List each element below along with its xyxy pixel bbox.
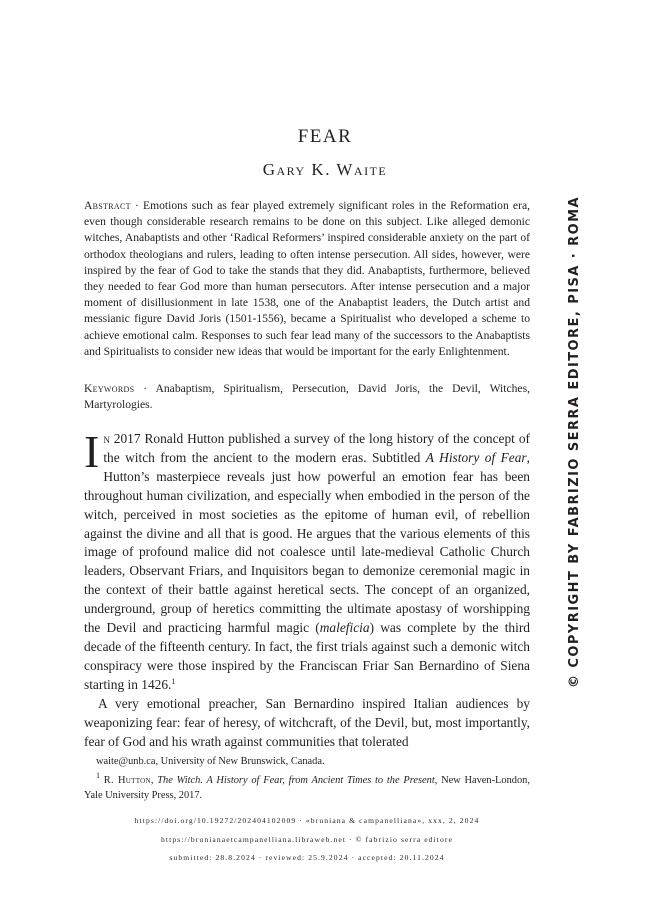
lead-in: n	[103, 431, 110, 446]
body-text-run: , Hutton’s masterpiece reveals just how powerful an emotion fear has been throughout human civilization, and especially when embodied in the person of the witch, perceived in most societies as the epitome of human evil, of rebellion against the divine and all that is good. He argues that the various elements of this image of profound malice did not coalesce until late-medieval Catholic Church leaders, Observant Friars, and Inquisitors began to demonize ceremonial magic in the context of their battle against heretical sects. The concept of an organized, underground, group of heretics committing the ultimate apostasy of worshipping the Devil and practicing harmful magic (	[84, 449, 530, 636]
footnote-rest: , New Haven-London, Yale University Press, 2017.	[84, 775, 530, 801]
dates-line: submitted: 28.8.2024 · reviewed: 25.9.2024 · accepted: 20.11.2024	[169, 853, 445, 862]
article-title: FEAR	[297, 126, 353, 147]
doi-line[interactable]: https://doi.org/10.19272/202404102009 · «bruniana & campanelliana», xxx, 2, 2024	[134, 816, 480, 825]
body-paragraph-1	[84, 426, 530, 695]
footnote-1	[84, 773, 530, 803]
keywords	[84, 381, 530, 413]
website-line[interactable]: https://brunianaetcampanelliana.libraweb.net · © fabrizio serra editore	[161, 834, 453, 844]
drop-cap: I	[84, 426, 100, 477]
article-author: Gary K. Waite	[262, 160, 388, 179]
body-text-run: 2017 Ronald Hutton published a survey of the long history of the concept of the witch from the ancient to the modern eras. Subtitled	[103, 431, 530, 465]
footnote-mark: 1	[96, 771, 100, 780]
body-text-run: ) was complete by the third decade of the fifteenth century. In fact, the first trials against such a demonic witch conspiracy were those inspired by the Franciscan Friar San Bernardino of Siena starting in 1426.	[84, 620, 530, 692]
body-paragraph-2: A very emotional preacher, San Bernardino inspired Italian audiences by weaponizing fear: fear of heresy, of witchcraft, of the Devil, but, most importantly, fear of God and his wrath against communities that tolerated	[84, 695, 530, 749]
abstract-text: Emotions such as fear played extremely significant roles in the Reformation era, even though considerable research remains to be done on this subject. Like alleged demonic witches, Anabaptists and other ‘Radical Reformers’ inspired considerable anxiety on the part of orthodox theologians and rulers, leading to often intense persecution. All sides, however, were inspired by the fear of God to take the stands that they did. Anabaptists, furthermore, believed they needed to fear God more than human persecutors. After intense persecution and a major moment of disillusionment in late 1538, one of the Anabaptist leaders, the Dutch artist and messianic figure David Joris (1501-1556), became a Spiritualist who developed a scheme to achieve emotional calm. Responses to such fear lead many of the successors to the Anabaptists and Spiritualists to consider new ideas that would be important for the early Enlightenment.	[84, 199, 530, 358]
footnotes	[84, 754, 530, 803]
publication-info	[0, 812, 614, 868]
copyright-notice: © COPYRIGHT BY FABRIZIO SERRA EDITORE, PISA · ROMA	[567, 195, 582, 688]
keywords-separator: ·	[134, 382, 156, 395]
italic-term: maleficia	[319, 620, 370, 636]
keywords-label: Keywords	[84, 382, 135, 395]
footnote-author: R. Hutton	[103, 775, 151, 786]
footnote-book-title: The Witch. A History of Fear, from Ancient Times to the Present	[157, 775, 435, 786]
italic-book-subtitle: A History of Fear	[425, 449, 527, 465]
author-affiliation: waite@unb.ca, University of New Brunswick, Canada.	[96, 756, 325, 767]
article-body	[84, 426, 530, 751]
abstract-separator: ·	[130, 199, 144, 212]
abstract	[84, 198, 530, 360]
keywords-text: Anabaptism, Spiritualism, Persecution, David Joris, the Devil, Witches, Martyrologies.	[84, 382, 530, 412]
footnote-separator: ,	[150, 775, 158, 786]
footnote-reference[interactable]: 1	[171, 676, 176, 686]
abstract-label: Abstract	[84, 199, 131, 212]
